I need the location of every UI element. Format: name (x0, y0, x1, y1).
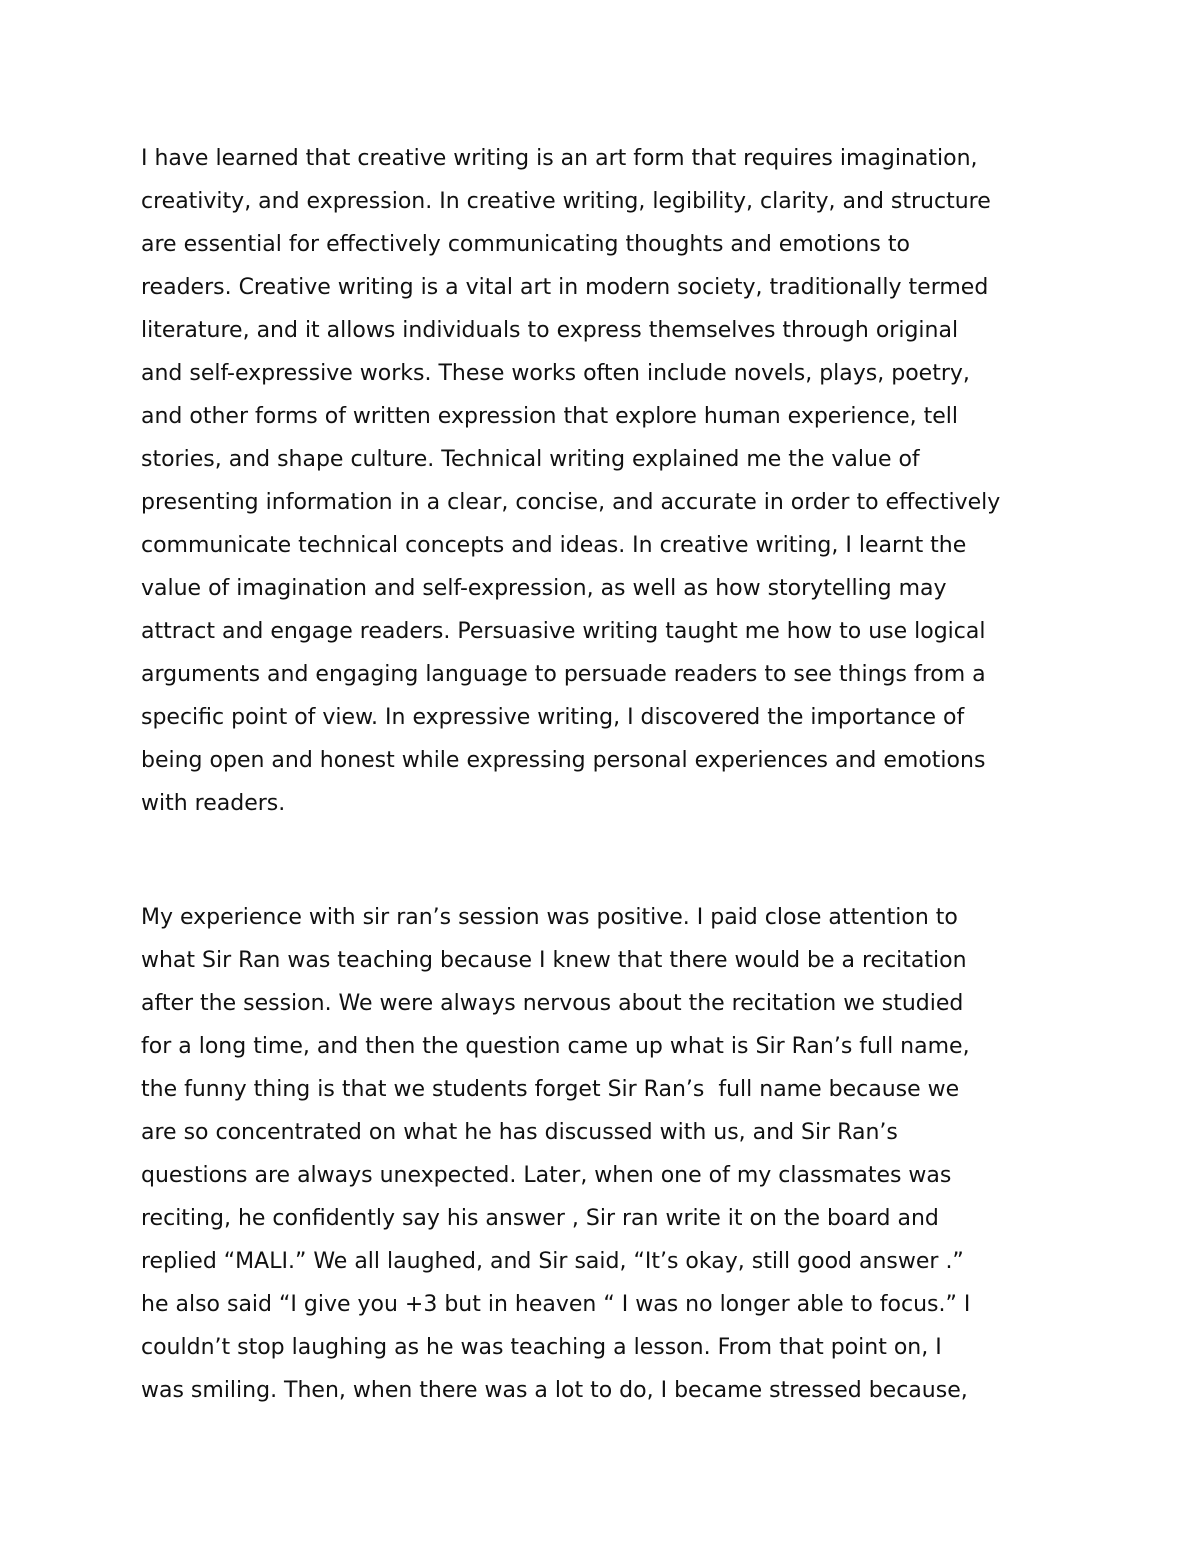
text-line: he also said “I give you +3 but in heaven “ I was no longer able to focus.” I (141, 1292, 971, 1317)
text-line: I have learned that creative writing is an art form that requires imagination, (141, 146, 978, 171)
text-line: the funny thing is that we students forget Sir Ran’s full name because we (141, 1077, 960, 1102)
text-line: arguments and engaging language to persuade readers to see things from a (141, 662, 986, 687)
text-line: was smiling. Then, when there was a lot to do, I became stressed because, (141, 1378, 968, 1403)
text-line: couldn’t stop laughing as he was teaching a lesson. From that point on, I (141, 1335, 942, 1360)
text-line: literature, and it allows individuals to express themselves through original (141, 318, 959, 343)
text-line: are so concentrated on what he has discussed with us, and Sir Ran’s (141, 1120, 898, 1145)
text-line: My experience with sir ran’s session was positive. I paid close attention to (141, 905, 958, 930)
text-line: questions are always unexpected. Later, when one of my classmates was (141, 1163, 952, 1188)
text-line: and other forms of written expression that explore human experience, tell (141, 404, 958, 429)
text-line: and self-expressive works. These works often include novels, plays, poetry, (141, 361, 970, 386)
text-line: readers. Creative writing is a vital art in modern society, traditionally termed (141, 275, 989, 300)
text-line: being open and honest while expressing personal experiences and emotions (141, 748, 986, 773)
text-line: stories, and shape culture. Technical writing explained me the value of (141, 447, 920, 472)
text-line: attract and engage readers. Persuasive writing taught me how to use logical (141, 619, 986, 644)
text-line: are essential for effectively communicating thoughts and emotions to (141, 232, 910, 257)
text-line: what Sir Ran was teaching because I knew that there would be a recitation (141, 948, 967, 973)
text-line: presenting information in a clear, concise, and accurate in order to effectively (141, 490, 1001, 515)
text-line: specific point of view. In expressive writing, I discovered the importance of (141, 705, 965, 730)
text-line: for a long time, and then the question came up what is Sir Ran’s full name, (141, 1034, 970, 1059)
paragraph-sir-ran-session (141, 896, 1081, 1412)
text-line: value of imagination and self-expression, as well as how storytelling may (141, 576, 947, 601)
text-line: communicate technical concepts and ideas. In creative writing, I learnt the (141, 533, 967, 558)
text-line: reciting, he confidently say his answer , Sir ran write it on the board and (141, 1206, 939, 1231)
text-line: after the session. We were always nervous about the recitation we studied (141, 991, 964, 1016)
text-line: with readers. (141, 791, 286, 816)
text-line: replied “MALI.” We all laughed, and Sir said, “It’s okay, still good answer .” (141, 1249, 964, 1274)
text-line: creativity, and expression. In creative writing, legibility, clarity, and structure (141, 189, 991, 214)
paragraph-creative-writing (141, 137, 1081, 825)
